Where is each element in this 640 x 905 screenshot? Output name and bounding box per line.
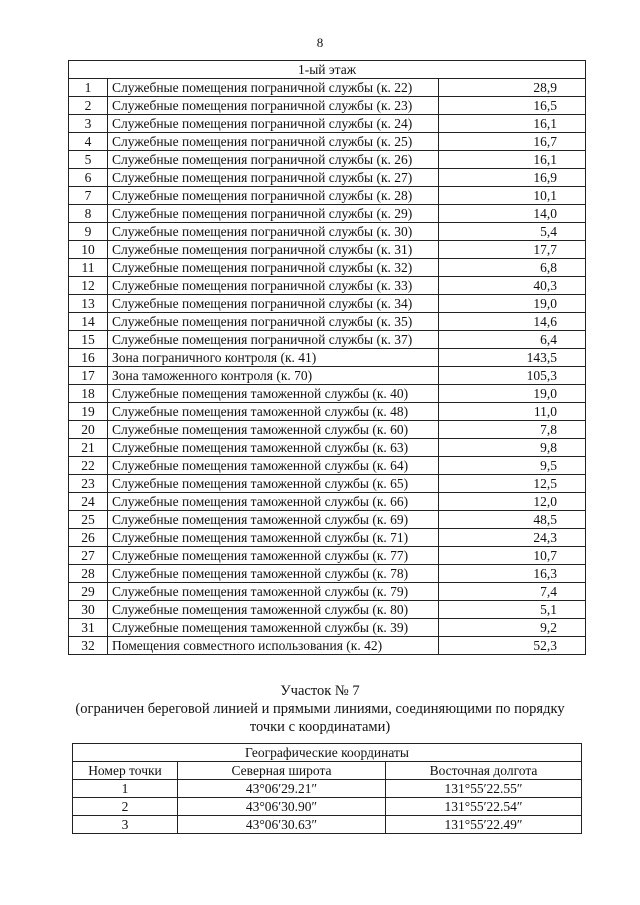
room-area: 16,3 (439, 565, 586, 583)
north-latitude: 43°06′30.90″ (178, 798, 386, 816)
room-area: 17,7 (439, 241, 586, 259)
room-area: 6,8 (439, 259, 586, 277)
room-name: Служебные помещения таможенной службы (к. 60) (108, 421, 439, 439)
table-row (69, 115, 586, 133)
room-number: 23 (69, 475, 108, 493)
room-name: Помещения совместного использования (к. 42) (108, 637, 439, 655)
room-number: 2 (69, 97, 108, 115)
room-number: 21 (69, 439, 108, 457)
point-number: 1 (73, 780, 178, 798)
point-number: 3 (73, 816, 178, 834)
floor-heading: 1-ый этаж (69, 61, 586, 79)
room-area: 19,0 (439, 295, 586, 313)
table-row (69, 259, 586, 277)
room-name: Служебные помещения пограничной службы (к. 35) (108, 313, 439, 331)
room-name: Служебные помещения пограничной службы (к. 32) (108, 259, 439, 277)
room-area: 7,4 (439, 583, 586, 601)
table-row (69, 313, 586, 331)
room-number: 3 (69, 115, 108, 133)
point-number: 2 (73, 798, 178, 816)
column-north-latitude: Северная широта (178, 762, 386, 780)
room-number: 15 (69, 331, 108, 349)
room-number: 18 (69, 385, 108, 403)
room-area: 12,5 (439, 475, 586, 493)
section-title: Участок № 7 (280, 683, 360, 699)
table-row (69, 547, 586, 565)
table-row (69, 169, 586, 187)
table-row (69, 529, 586, 547)
room-number: 16 (69, 349, 108, 367)
table-row (69, 79, 586, 97)
room-number: 29 (69, 583, 108, 601)
rooms-table (68, 60, 586, 655)
north-latitude: 43°06′30.63″ (178, 816, 386, 834)
table-row (73, 780, 582, 798)
room-name: Служебные помещения таможенной службы (к. 80) (108, 601, 439, 619)
table-row (69, 601, 586, 619)
table-row (69, 295, 586, 313)
room-name: Служебные помещения пограничной службы (к. 34) (108, 295, 439, 313)
table-row (69, 421, 586, 439)
room-name: Служебные помещения пограничной службы (к. 33) (108, 277, 439, 295)
table-row (69, 223, 586, 241)
room-number: 1 (69, 79, 108, 97)
table-row (69, 349, 586, 367)
coordinates-header: Географические координаты (73, 744, 582, 762)
room-number: 27 (69, 547, 108, 565)
room-number: 9 (69, 223, 108, 241)
room-area: 105,3 (439, 367, 586, 385)
north-latitude: 43°06′29.21″ (178, 780, 386, 798)
room-number: 4 (69, 133, 108, 151)
room-area: 16,1 (439, 151, 586, 169)
table-row (69, 583, 586, 601)
room-area: 11,0 (439, 403, 586, 421)
table-row (69, 331, 586, 349)
room-number: 28 (69, 565, 108, 583)
room-name: Служебные помещения пограничной службы (к. 37) (108, 331, 439, 349)
table-row (69, 457, 586, 475)
room-area: 6,4 (439, 331, 586, 349)
room-area: 12,0 (439, 493, 586, 511)
room-number: 22 (69, 457, 108, 475)
room-name: Служебные помещения таможенной службы (к. 77) (108, 547, 439, 565)
room-area: 5,4 (439, 223, 586, 241)
room-name: Служебные помещения таможенной службы (к. 71) (108, 529, 439, 547)
room-name: Служебные помещения пограничной службы (к. 25) (108, 133, 439, 151)
room-number: 6 (69, 169, 108, 187)
table-row (69, 475, 586, 493)
room-name: Служебные помещения таможенной службы (к. 63) (108, 439, 439, 457)
room-name: Служебные помещения пограничной службы (к. 30) (108, 223, 439, 241)
coordinates-header-row (73, 744, 582, 762)
coordinates-columns-row (73, 762, 582, 780)
east-longitude: 131°55′22.55″ (386, 780, 582, 798)
room-number: 32 (69, 637, 108, 655)
table-row (69, 133, 586, 151)
table-row (69, 493, 586, 511)
table-row (73, 798, 582, 816)
table-row (69, 367, 586, 385)
room-name: Служебные помещения таможенной службы (к. 40) (108, 385, 439, 403)
room-number: 25 (69, 511, 108, 529)
room-number: 11 (69, 259, 108, 277)
room-name: Служебные помещения пограничной службы (к. 27) (108, 169, 439, 187)
room-number: 24 (69, 493, 108, 511)
table-row (69, 205, 586, 223)
room-name: Служебные помещения таможенной службы (к. 39) (108, 619, 439, 637)
table-row (69, 403, 586, 421)
room-name: Служебные помещения пограничной службы (к. 29) (108, 205, 439, 223)
room-name: Служебные помещения таможенной службы (к. 69) (108, 511, 439, 529)
room-area: 9,5 (439, 457, 586, 475)
room-number: 8 (69, 205, 108, 223)
room-area: 16,9 (439, 169, 586, 187)
table-row (69, 241, 586, 259)
room-name: Служебные помещения таможенной службы (к. 64) (108, 457, 439, 475)
room-name: Служебные помещения таможенной службы (к. 48) (108, 403, 439, 421)
room-area: 52,3 (439, 637, 586, 655)
room-number: 17 (69, 367, 108, 385)
room-area: 16,5 (439, 97, 586, 115)
column-east-longitude: Восточная долгота (386, 762, 582, 780)
table-row (69, 151, 586, 169)
table-row (69, 619, 586, 637)
room-area: 19,0 (439, 385, 586, 403)
room-area: 7,8 (439, 421, 586, 439)
column-point-number: Номер точки (73, 762, 178, 780)
east-longitude: 131°55′22.49″ (386, 816, 582, 834)
room-number: 10 (69, 241, 108, 259)
room-number: 31 (69, 619, 108, 637)
table-row (69, 97, 586, 115)
table-row (69, 637, 586, 655)
room-area: 10,7 (439, 547, 586, 565)
room-area: 48,5 (439, 511, 586, 529)
room-number: 12 (69, 277, 108, 295)
room-area: 16,1 (439, 115, 586, 133)
room-name: Зона таможенного контроля (к. 70) (108, 367, 439, 385)
room-area: 14,6 (439, 313, 586, 331)
room-area: 28,9 (439, 79, 586, 97)
room-name: Служебные помещения пограничной службы (к. 23) (108, 97, 439, 115)
room-area: 14,0 (439, 205, 586, 223)
page-number: 8 (316, 35, 324, 50)
room-number: 30 (69, 601, 108, 619)
floor-heading-row (69, 61, 586, 79)
room-area: 5,1 (439, 601, 586, 619)
table-row (69, 439, 586, 457)
room-name: Служебные помещения пограничной службы (к. 22) (108, 79, 439, 97)
table-row (69, 511, 586, 529)
room-number: 20 (69, 421, 108, 439)
room-name: Зона пограничного контроля (к. 41) (108, 349, 439, 367)
table-row (69, 385, 586, 403)
table-row (69, 277, 586, 295)
room-name: Служебные помещения пограничной службы (к. 31) (108, 241, 439, 259)
room-area: 24,3 (439, 529, 586, 547)
room-name: Служебные помещения пограничной службы (к. 26) (108, 151, 439, 169)
table-row (73, 816, 582, 834)
section-description: (ограничен береговой линией и прямыми линиями, соединяющими по порядку точки с координатами) (75, 701, 565, 735)
room-number: 26 (69, 529, 108, 547)
room-name: Служебные помещения таможенной службы (к. 78) (108, 565, 439, 583)
room-name: Служебные помещения таможенной службы (к. 65) (108, 475, 439, 493)
room-area: 143,5 (439, 349, 586, 367)
room-area: 16,7 (439, 133, 586, 151)
room-number: 14 (69, 313, 108, 331)
room-area: 10,1 (439, 187, 586, 205)
room-area: 9,2 (439, 619, 586, 637)
room-area: 40,3 (439, 277, 586, 295)
room-area: 9,8 (439, 439, 586, 457)
room-number: 13 (69, 295, 108, 313)
room-name: Служебные помещения пограничной службы (к. 28) (108, 187, 439, 205)
coordinates-table (72, 743, 582, 834)
table-row (69, 187, 586, 205)
room-name: Служебные помещения таможенной службы (к. 79) (108, 583, 439, 601)
room-name: Служебные помещения таможенной службы (к. 66) (108, 493, 439, 511)
room-number: 5 (69, 151, 108, 169)
room-number: 19 (69, 403, 108, 421)
room-number: 7 (69, 187, 108, 205)
table-row (69, 565, 586, 583)
room-name: Служебные помещения пограничной службы (к. 24) (108, 115, 439, 133)
east-longitude: 131°55′22.54″ (386, 798, 582, 816)
